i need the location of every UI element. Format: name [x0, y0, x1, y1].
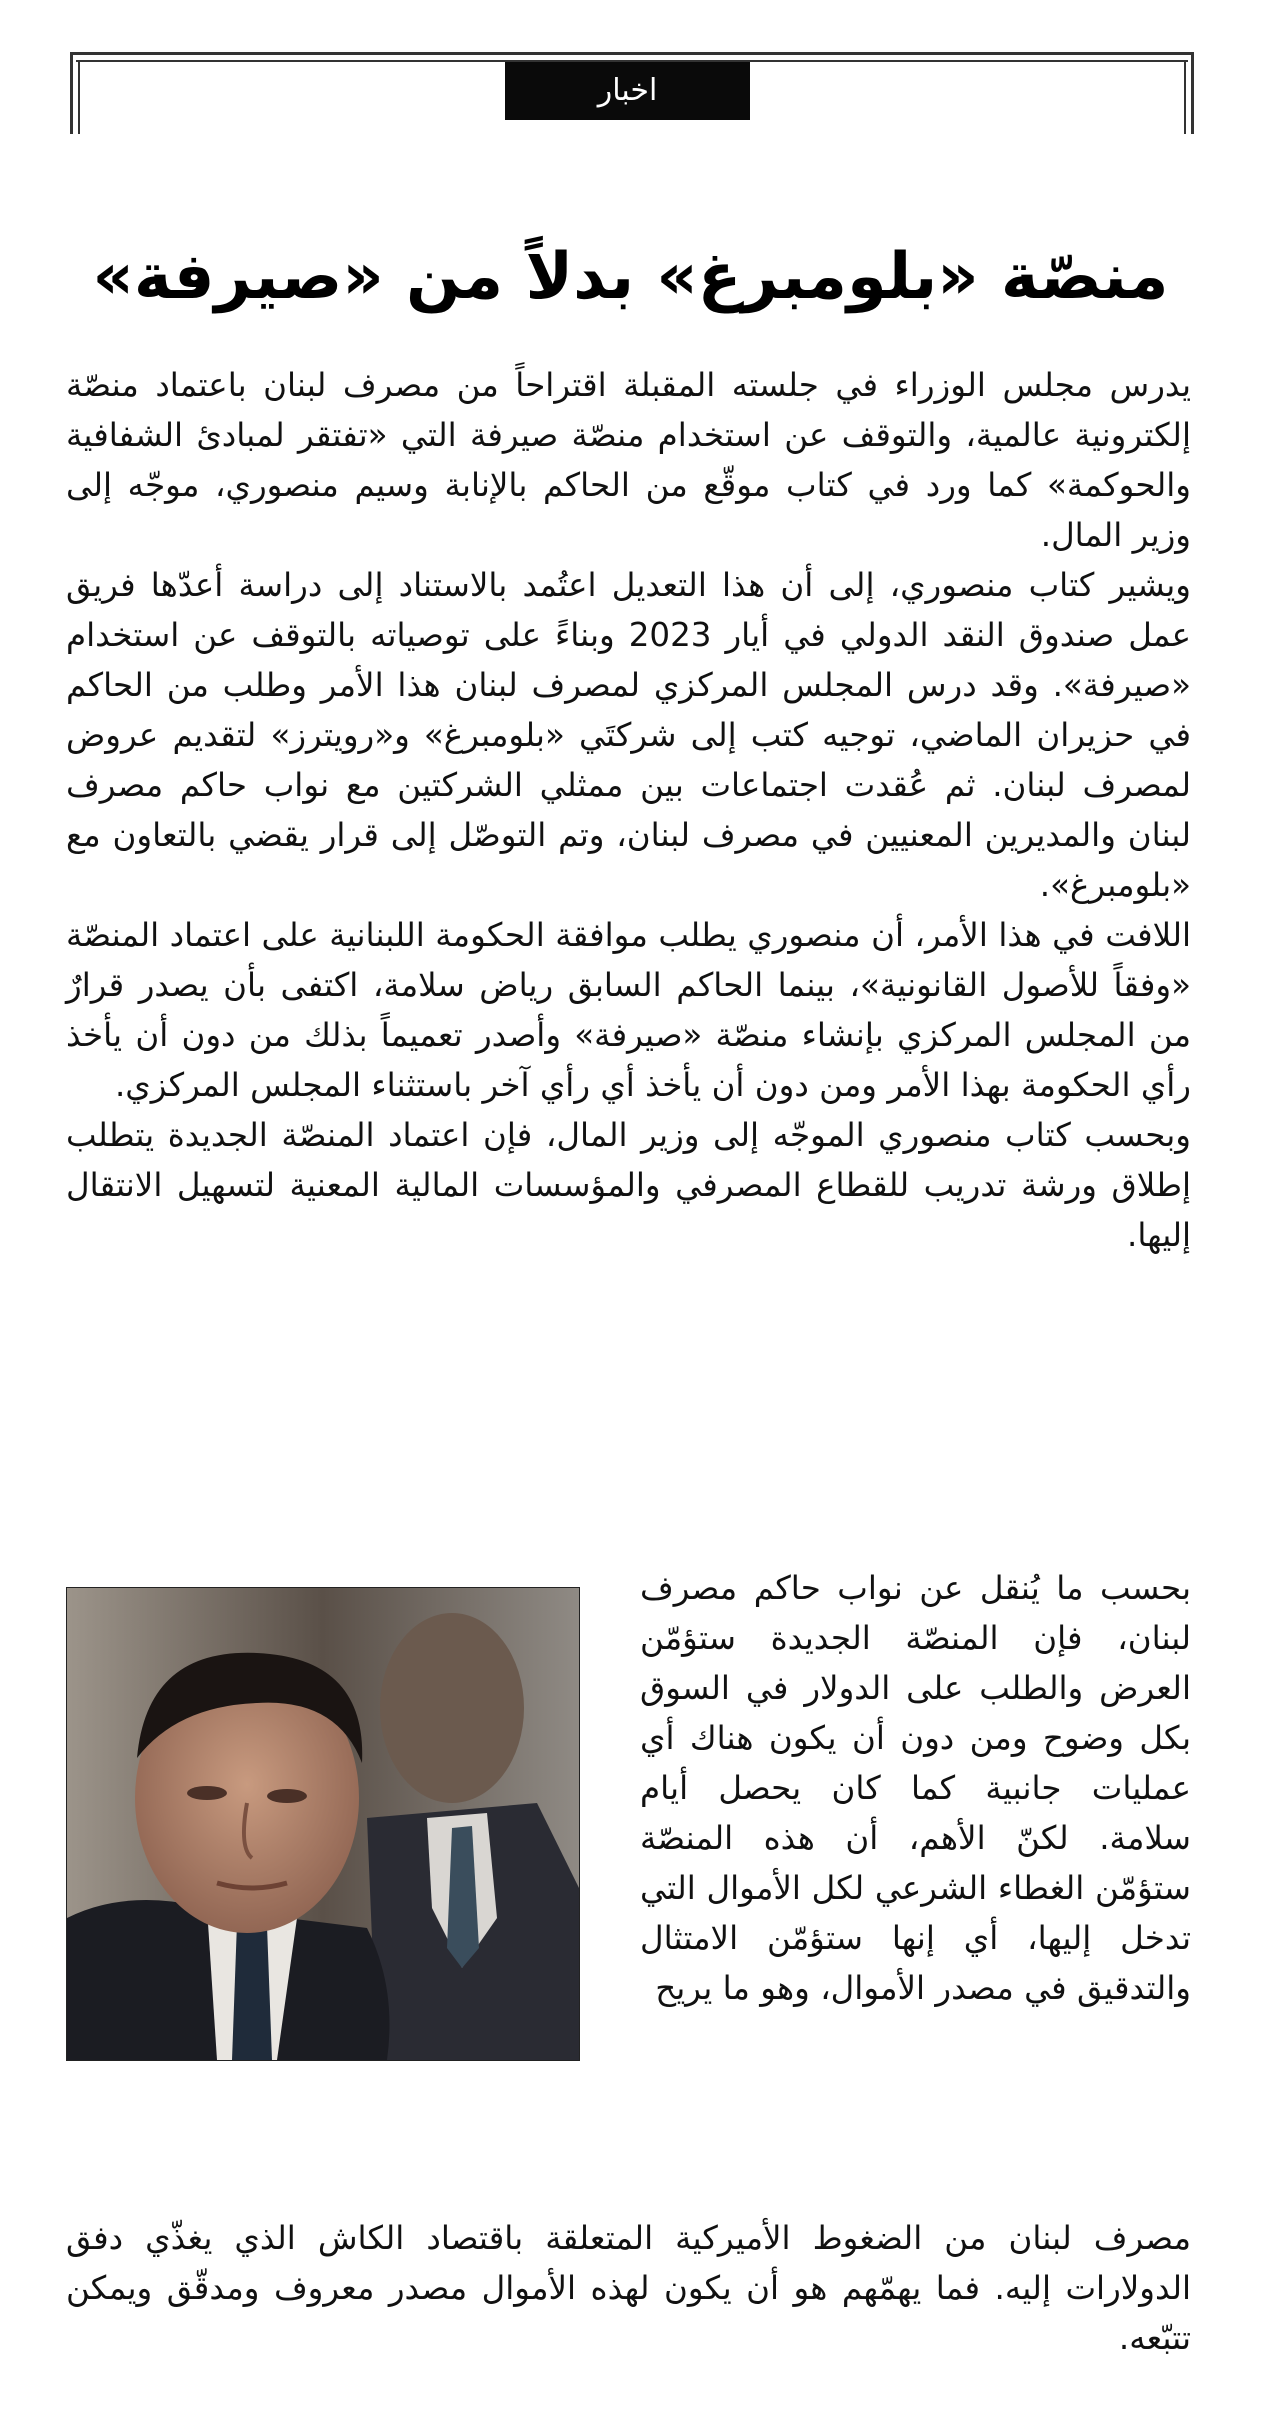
closing-paragraph: [66, 2213, 1191, 2363]
portrait-photo: [66, 1587, 580, 2061]
article-headline: منصّة «بلومبرغ» بدلاً من «صيرفة»: [92, 240, 1169, 314]
paragraph-1: يدرس مجلس الوزراء في جلسته المقبلة اقتراحاً من مصرف لبنان باعتماد منصّة إلكترونية عالمية، والتوقف عن استخدام منصّة صيرفة التي «تفتقر لمبادئ الشفافية والحوكمة» كما ورد في كتاب موقّع من الحاكم بالإنابة وسيم منصوري، موجّه إلى وزير المال.: [66, 366, 1191, 554]
paragraph-4: وبحسب كتاب منصوري الموجّه إلى وزير المال، فإن اعتماد المنصّة الجديدة يتطلب إطلاق ورشة تدريب للقطاع المصرفي والمؤسسات المالية المعنية لتسهيل الانتقال إليها.: [66, 1116, 1191, 1254]
paragraph-3: اللافت في هذا الأمر، أن منصوري يطلب موافقة الحكومة اللبنانية على اعتماد المنصّة «وفقاً للأصول القانونية»، بينما الحاكم السابق رياض سلامة، اكتفى بأن يصدر قرارٌ من المجلس المركزي بإنشاء منصّة «صيرفة» وأصدر تعميماً بذلك من دون أن يأخذ رأي الحكومة بهذا الأمر ومن دون أن يأخذ أي رأي آخر باستثناء المجلس المركزي.: [66, 916, 1191, 1104]
article-body: [66, 360, 1191, 1260]
paragraph-5: بحسب ما يُنقل عن نواب حاكم مصرف لبنان، فإن المنصّة الجديدة ستؤمّن العرض والطلب على الدولار في السوق بكل وضوح ومن دون أن يكون هناك أي عمليات جانبية كما كان يحصل أيام سلامة. لكنّ الأهم، أن هذه المنصّة ستؤمّن الغطاء الشرعي لكل الأموال التي تدخل إليها، أي إنها ستؤمّن الامتثال والتدقيق في مصدر الأموال، وهو ما يريح: [640, 1569, 1191, 2007]
paragraph-6: مصرف لبنان من الضغوط الأميركية المتعلقة باقتصاد الكاش الذي يغذّي دفق الدولارات إليه. فما يهمّهم هو أن يكون لهذه الأموال مصدر معروف ومدقّق ويمكن تتبّعه.: [66, 2219, 1191, 2357]
wrapped-paragraph: [640, 1563, 1191, 2013]
paragraph-2: ويشير كتاب منصوري، إلى أن هذا التعديل اعتُمد بالاستناد إلى دراسة أعدّها فريق عمل صندوق النقد الدولي في أيار 2023 وبناءً على توصياته بالتوقف عن استخدام «صيرفة». وقد درس المجلس المركزي لمصرف لبنان هذا الأمر وطلب من الحاكم في حزيران الماضي، توجيه كتب إلى شركتَي «بلومبرغ» و«رويترز» لتقديم عروض لمصرف لبنان. ثم عُقدت اجتماعات بين ممثلي الشركتين مع نواب حاكم مصرف لبنان والمديرين المعنيين في مصرف لبنان، وتم التوصّل إلى قرار يقضي بالتعاون مع «بلومبرغ».: [66, 566, 1191, 904]
section-tag: اخبار: [505, 62, 750, 120]
